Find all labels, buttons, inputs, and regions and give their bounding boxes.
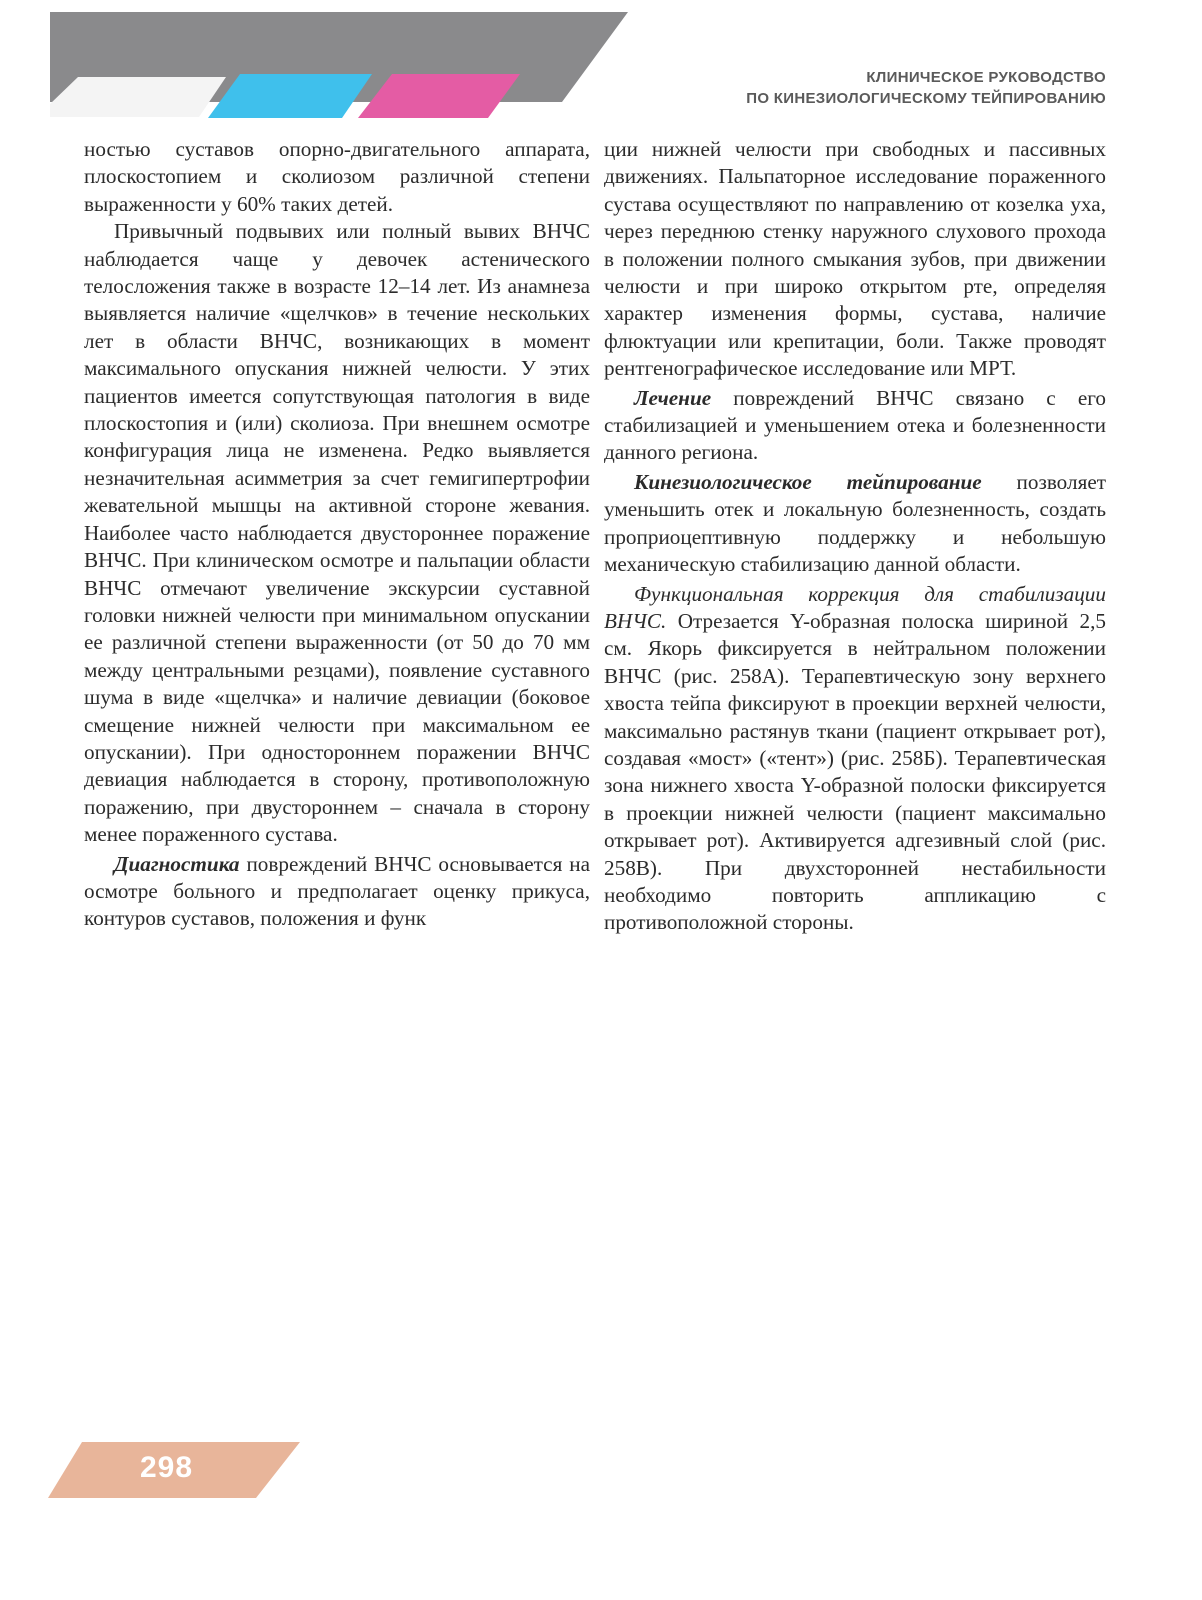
- paragraph: [604, 469, 1106, 579]
- page-number: 298: [140, 1451, 194, 1484]
- paragraph-text: повреждений ВНЧС связано с его стабилизацией и уменьшением отека и болезненности данного региона.: [604, 385, 1106, 465]
- header-decoration: [0, 0, 640, 130]
- paragraph: [604, 581, 1106, 937]
- paragraph-text: Отрезается Y-образная полоска шириной 2,5 см. Якорь фиксируется в нейтральном положении ВНЧС (рис. 258А). Терапевтическую зону верхнего хвоста тейпа фиксируют в проекции верхней челюсти, максимально растянув ткани (пациент открывает рот), создавая «мост» («тент») (рис. 258Б). Терапевтическая зона нижнего хвоста Y-образной полоски фиксируется в проекции нижней челюсти (пациент максимально открывает рот). Активируется адгезивный слой (рис. 258В). При двухсторонней нестабильности необходимо повторить аппликацию с противоположной стороны.: [604, 608, 1106, 935]
- right-column: [604, 136, 1106, 937]
- paragraph-text: повреждений ВНЧС основывается на осмотре больного и предполагает оценку прикуса, контуров суставов, положения и функ: [84, 851, 590, 931]
- term-diagnostics: Диагностика: [114, 851, 240, 876]
- term-functional-correction: Функциональная коррекция для стабилизации ВНЧС.: [604, 581, 1106, 633]
- running-head-line-2: ПО КИНЕЗИОЛОГИЧЕСКОМУ ТЕЙПИРОВАНИЮ: [746, 90, 1106, 107]
- paragraph: Привычный подвывих или полный вывих ВНЧС наблюдается чаще у девочек астенического телосложения также в возрасте 12–14 лет. Из анамнеза выявляется наличие «щелчков» в течение нескольких лет в области ВНЧС, возникающих в момент максимального опускания нижней челюсти. У этих пациентов имеется сопутствующая патология в виде плоскостопия и (или) сколиоза. При внешнем осмотре конфигурация лица не изменена. Редко выявляется незначительная асимметрия за счет гемигипертрофии жевательной мышцы на активной стороне жевания. Наиболее часто наблюдается двустороннее поражение ВНЧС. При клиническом осмотре и пальпации области ВНЧС отмечают увеличение экскурсии суставной головки нижней челюсти при минимальном опускании ее различной степени выраженности (от 50 до 70 мм между центральными резцами), появление суставного шума в виде «щелчка» и наличие девиации (боковое смещение нижней челюсти при максимальном ее опускании). При одностороннем поражении ВНЧС девиация наблюдается в сторону, противоположную поражению, при двустороннем – сначала в сторону менее пораженного сустава.: [84, 219, 590, 847]
- term-kinesio-taping: Кинезиологическое тейпирование: [634, 469, 982, 494]
- running-head: [746, 67, 1106, 109]
- paragraph: [84, 851, 590, 933]
- term-treatment: Лечение: [634, 385, 712, 410]
- left-column: [84, 136, 590, 933]
- paragraph: [604, 385, 1106, 467]
- paragraph: ностью суставов опорно-двигательного аппарата, плоскостопием и сколиозом различной степени выраженности у 60% таких детей.: [84, 137, 590, 216]
- header-white-stripe: [50, 77, 226, 117]
- paragraph-text: позволяет уменьшить отек и локальную болезненность, создать проприоцептивную поддержку и небольшую механическую стабилизацию данной области.: [604, 469, 1106, 577]
- running-head-line-1: КЛИНИЧЕСКОЕ РУКОВОДСТВО: [866, 69, 1106, 86]
- paragraph: ции нижней челюсти при свободных и пассивных движениях. Пальпаторное исследование пораженного сустава осуществляют по направлению от козелка уха, через переднюю стенку наружного слухового прохода в положении полного смыкания зубов, при движении челюсти и при широко открытом рте, определяя характер изменения формы, сустава, наличие флюктуации или крепитации, боли. Также проводят рентгенографическое исследование или МРТ.: [604, 137, 1106, 381]
